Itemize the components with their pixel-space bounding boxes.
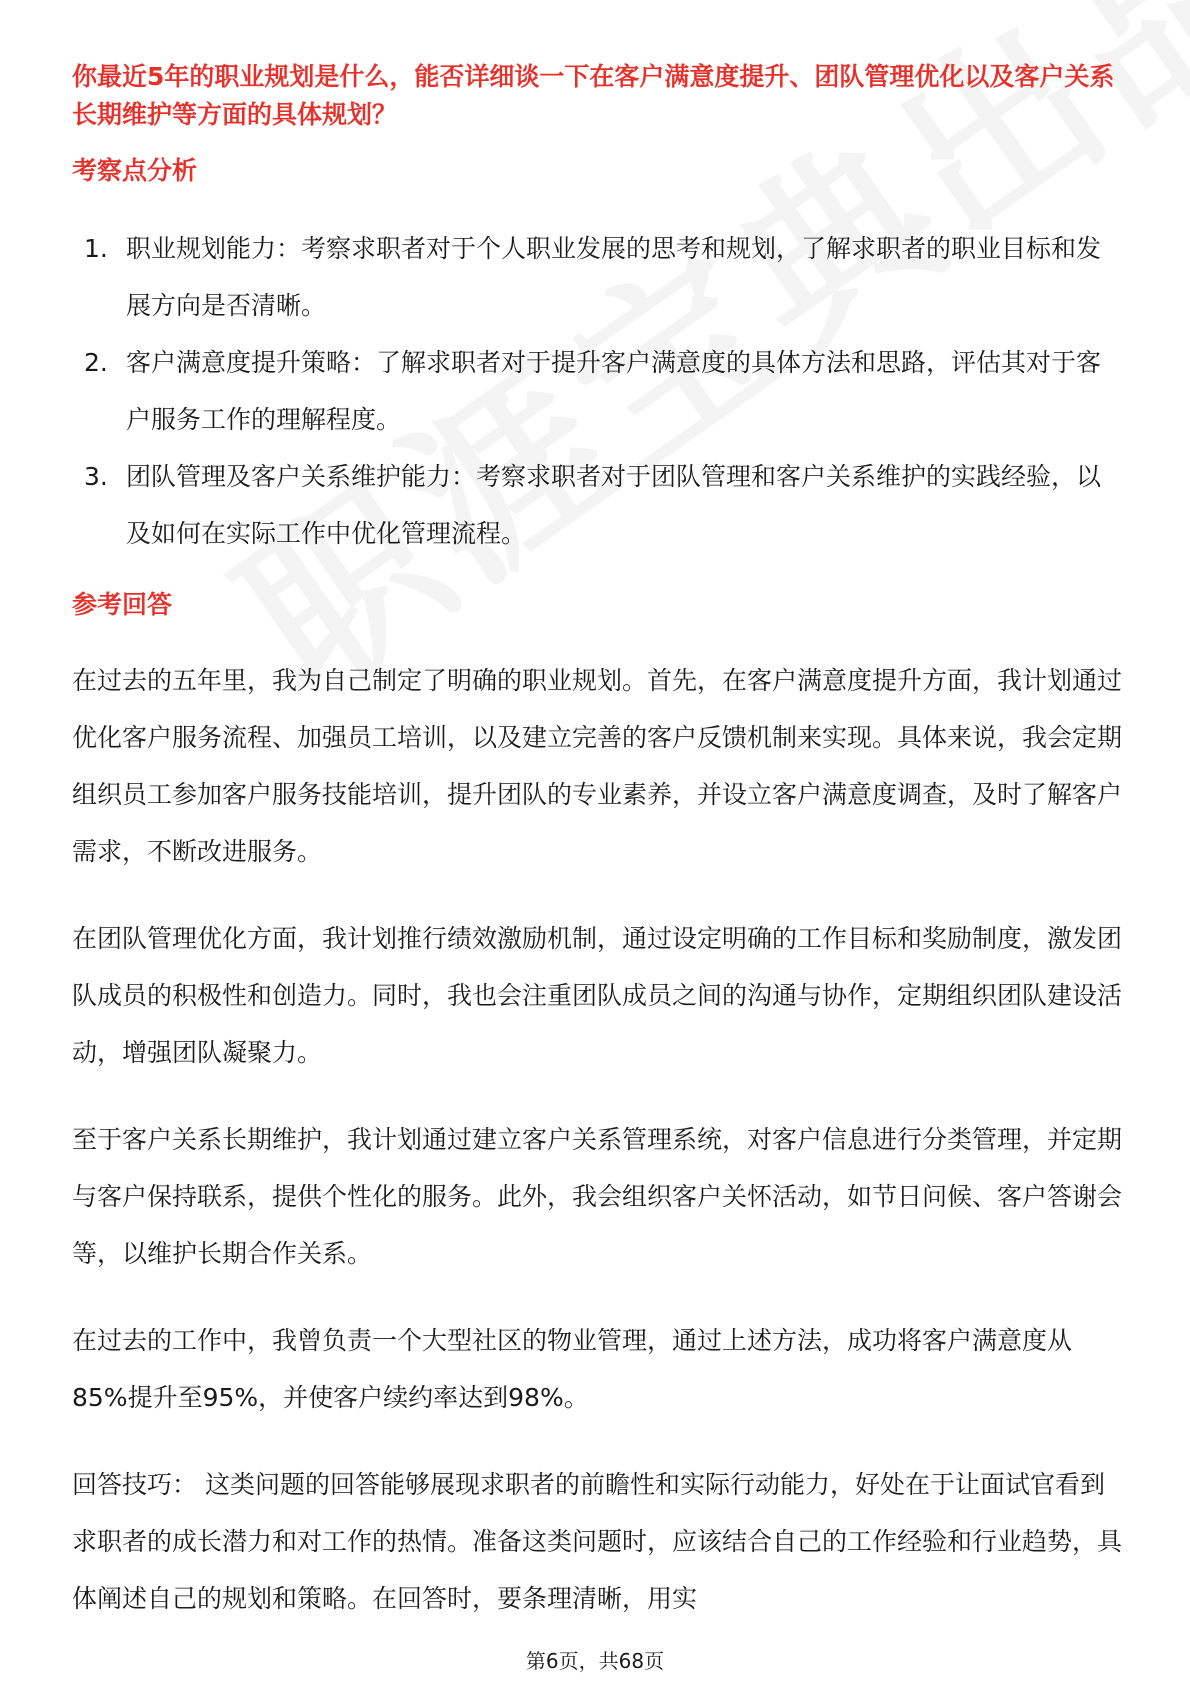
analysis-section-title: 考察点分析 bbox=[72, 156, 198, 185]
answer-paragraph: 在团队管理优化方面，我计划推行绩效激励机制，通过设定明确的工作目标和奖励制度，激发团队成员的积极性和创造力。同时，我也会注重团队成员之间的沟通与协作，定期组织团队建设活动，增强团队凝聚力。 bbox=[72, 924, 1123, 1067]
answer-section-title: 参考回答 bbox=[72, 590, 173, 619]
analysis-item bbox=[72, 448, 1122, 562]
analysis-item-number: 1. bbox=[84, 234, 108, 263]
answer-paragraph: 至于客户关系长期维护，我计划通过建立客户关系管理系统，对客户信息进行分类管理，并定期与客户保持联系，提供个性化的服务。此外，我会组织客户关怀活动，如节日问候、客户答谢会等，以维护长期合作关系。 bbox=[72, 1125, 1123, 1268]
question-heading: 你最近5年的职业规划是什么，能否详细谈一下在客户满意度提升、团队管理优化以及客户关系长期维护等方面的具体规划？ bbox=[72, 62, 1115, 129]
analysis-item-number: 3. bbox=[84, 462, 108, 491]
analysis-item bbox=[72, 334, 1122, 448]
analysis-item-text: 团队管理及客户关系维护能力：考察求职者对于团队管理和客户关系维护的实践经验，以及如何在实际工作中优化管理流程。 bbox=[126, 462, 1102, 548]
page-content bbox=[72, 58, 1122, 1627]
answer-tips-paragraph: 回答技巧： 这类问题的回答能够展现求职者的前瞻性和实际行动能力，好处在于让面试官看到求职者的成长潜力和对工作的热情。准备这类问题时，应该结合自己的工作经验和行业趋势，具体阐述自己的规划和策略。在回答时，要条理清晰，用实 bbox=[72, 1470, 1123, 1613]
answer-paragraph: 在过去的五年里，我为自己制定了明确的职业规划。首先，在客户满意度提升方面，我计划通过优化客户服务流程、加强员工培训，以及建立完善的客户反馈机制来实现。具体来说，我会定期组织员工参加客户服务技能培训，提升团队的专业素养，并设立客户满意度调查，及时了解客户需求，不断改进服务。 bbox=[72, 666, 1123, 866]
page-number-footer: 第6页，共68页 bbox=[525, 1649, 665, 1673]
analysis-item-text: 职业规划能力：考察求职者对于个人职业发展的思考和规划，了解求职者的职业目标和发展方向是否清晰。 bbox=[126, 234, 1102, 320]
analysis-item-text: 客户满意度提升策略：了解求职者对于提升客户满意度的具体方法和思路，评估其对于客户服务工作的理解程度。 bbox=[126, 348, 1102, 434]
answer-paragraph: 在过去的工作中，我曾负责一个大型社区的物业管理，通过上述方法，成功将客户满意度从85%提升至95%，并使客户续约率达到98%。 bbox=[72, 1326, 1073, 1412]
analysis-item-number: 2. bbox=[84, 348, 108, 377]
analysis-list bbox=[72, 220, 1122, 562]
analysis-item bbox=[72, 220, 1122, 334]
